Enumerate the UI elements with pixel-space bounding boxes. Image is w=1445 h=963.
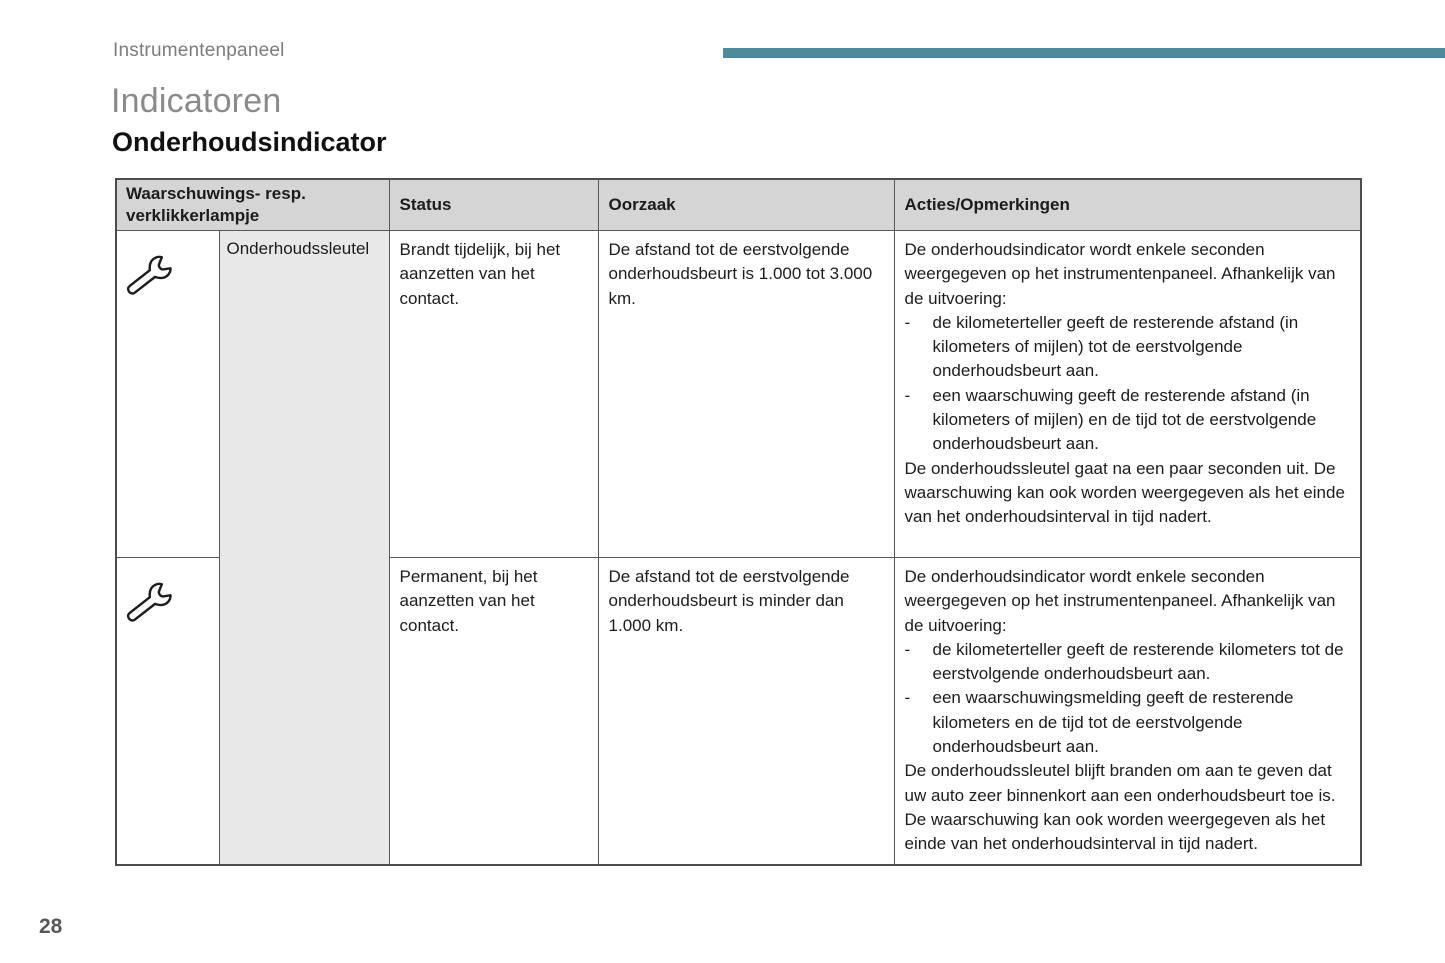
- page-subtitle: Onderhoudsindicator: [112, 127, 387, 157]
- bullet-text: de kilometerteller geeft de resterende kilometers tot de eerstvolgende onderhoudsbeurt aan.: [932, 639, 1344, 684]
- page-number: 28: [39, 915, 63, 938]
- bullet-text: de kilometerteller geeft de resterende afstand (in kilometers of mijlen) tot de eerstvolgende onderhoudsbeurt aan.: [932, 312, 1299, 381]
- header-actions: Acties/Opmerkingen: [894, 179, 1361, 231]
- bullet-marker: -: [904, 688, 911, 708]
- bullet-marker: -: [904, 639, 911, 659]
- actions-intro: De onderhoudsindicator wordt enkele seconden weergegeven op het instrumentenpaneel. Afhankelijk van de uitvoering:: [904, 240, 1336, 308]
- warning-lamp-cell: [116, 231, 219, 558]
- maintenance-indicator-table: [115, 178, 1362, 866]
- bullet-item: [905, 638, 1351, 687]
- actions-cell: [894, 231, 1361, 558]
- breadcrumb: Instrumentenpaneel: [113, 40, 285, 61]
- wrench-icon: [117, 247, 179, 314]
- header-cause: Oorzaak: [598, 179, 894, 231]
- table-header-row: [116, 179, 1361, 231]
- header-warning-lamp: Waarschuwings- resp. verklikkerlampje: [116, 179, 389, 231]
- accent-bar: [723, 48, 1445, 58]
- bullet-item: [905, 311, 1351, 384]
- cause-cell: De afstand tot de eerstvolgende onderhoudsbeurt is minder dan 1.000 km.: [598, 558, 894, 865]
- cause-cell: De afstand tot de eerstvolgende onderhoudsbeurt is 1.000 tot 3.000 km.: [598, 231, 894, 558]
- indicator-label-cell: Onderhoudssleutel: [219, 231, 389, 865]
- status-cell: Brandt tijdelijk, bij het aanzetten van het contact.: [389, 231, 598, 558]
- bullet-marker: -: [904, 385, 911, 405]
- bullet-item: [905, 686, 1351, 759]
- bullet-text: een waarschuwing geeft de resterende afstand (in kilometers of mijlen) en de tijd tot de eerstvolgende onderhoudsbeurt aan.: [932, 385, 1317, 454]
- warning-lamp-cell: [116, 558, 219, 865]
- actions-cell: [894, 558, 1361, 865]
- page-title: Indicatoren: [111, 82, 282, 120]
- header-status: Status: [389, 179, 598, 231]
- bullet-item: [905, 384, 1351, 457]
- actions-intro: De onderhoudsindicator wordt enkele seconden weergegeven op het instrumentenpaneel. Afhankelijk van de uitvoering:: [904, 567, 1336, 635]
- status-cell: Permanent, bij het aanzetten van het contact.: [389, 558, 598, 865]
- actions-outro: De onderhoudssleutel blijft branden om aan te geven dat uw auto zeer binnenkort aan een onderhoudsbeurt toe is. De waarschuwing kan ook worden weergegeven als het einde van het onderhoudsinterval in tijd nadert.: [904, 761, 1336, 854]
- wrench-icon: [117, 574, 179, 641]
- table-row: [116, 231, 1361, 558]
- bullet-marker: -: [904, 312, 911, 332]
- bullet-text: een waarschuwingsmelding geeft de resterende kilometers en de tijd tot de eerstvolgende onderhoudsbeurt aan.: [932, 688, 1294, 757]
- actions-outro: De onderhoudssleutel gaat na een paar seconden uit. De waarschuwing kan ook worden weergegeven als het einde van het onderhoudsinterval in tijd nadert.: [904, 458, 1345, 527]
